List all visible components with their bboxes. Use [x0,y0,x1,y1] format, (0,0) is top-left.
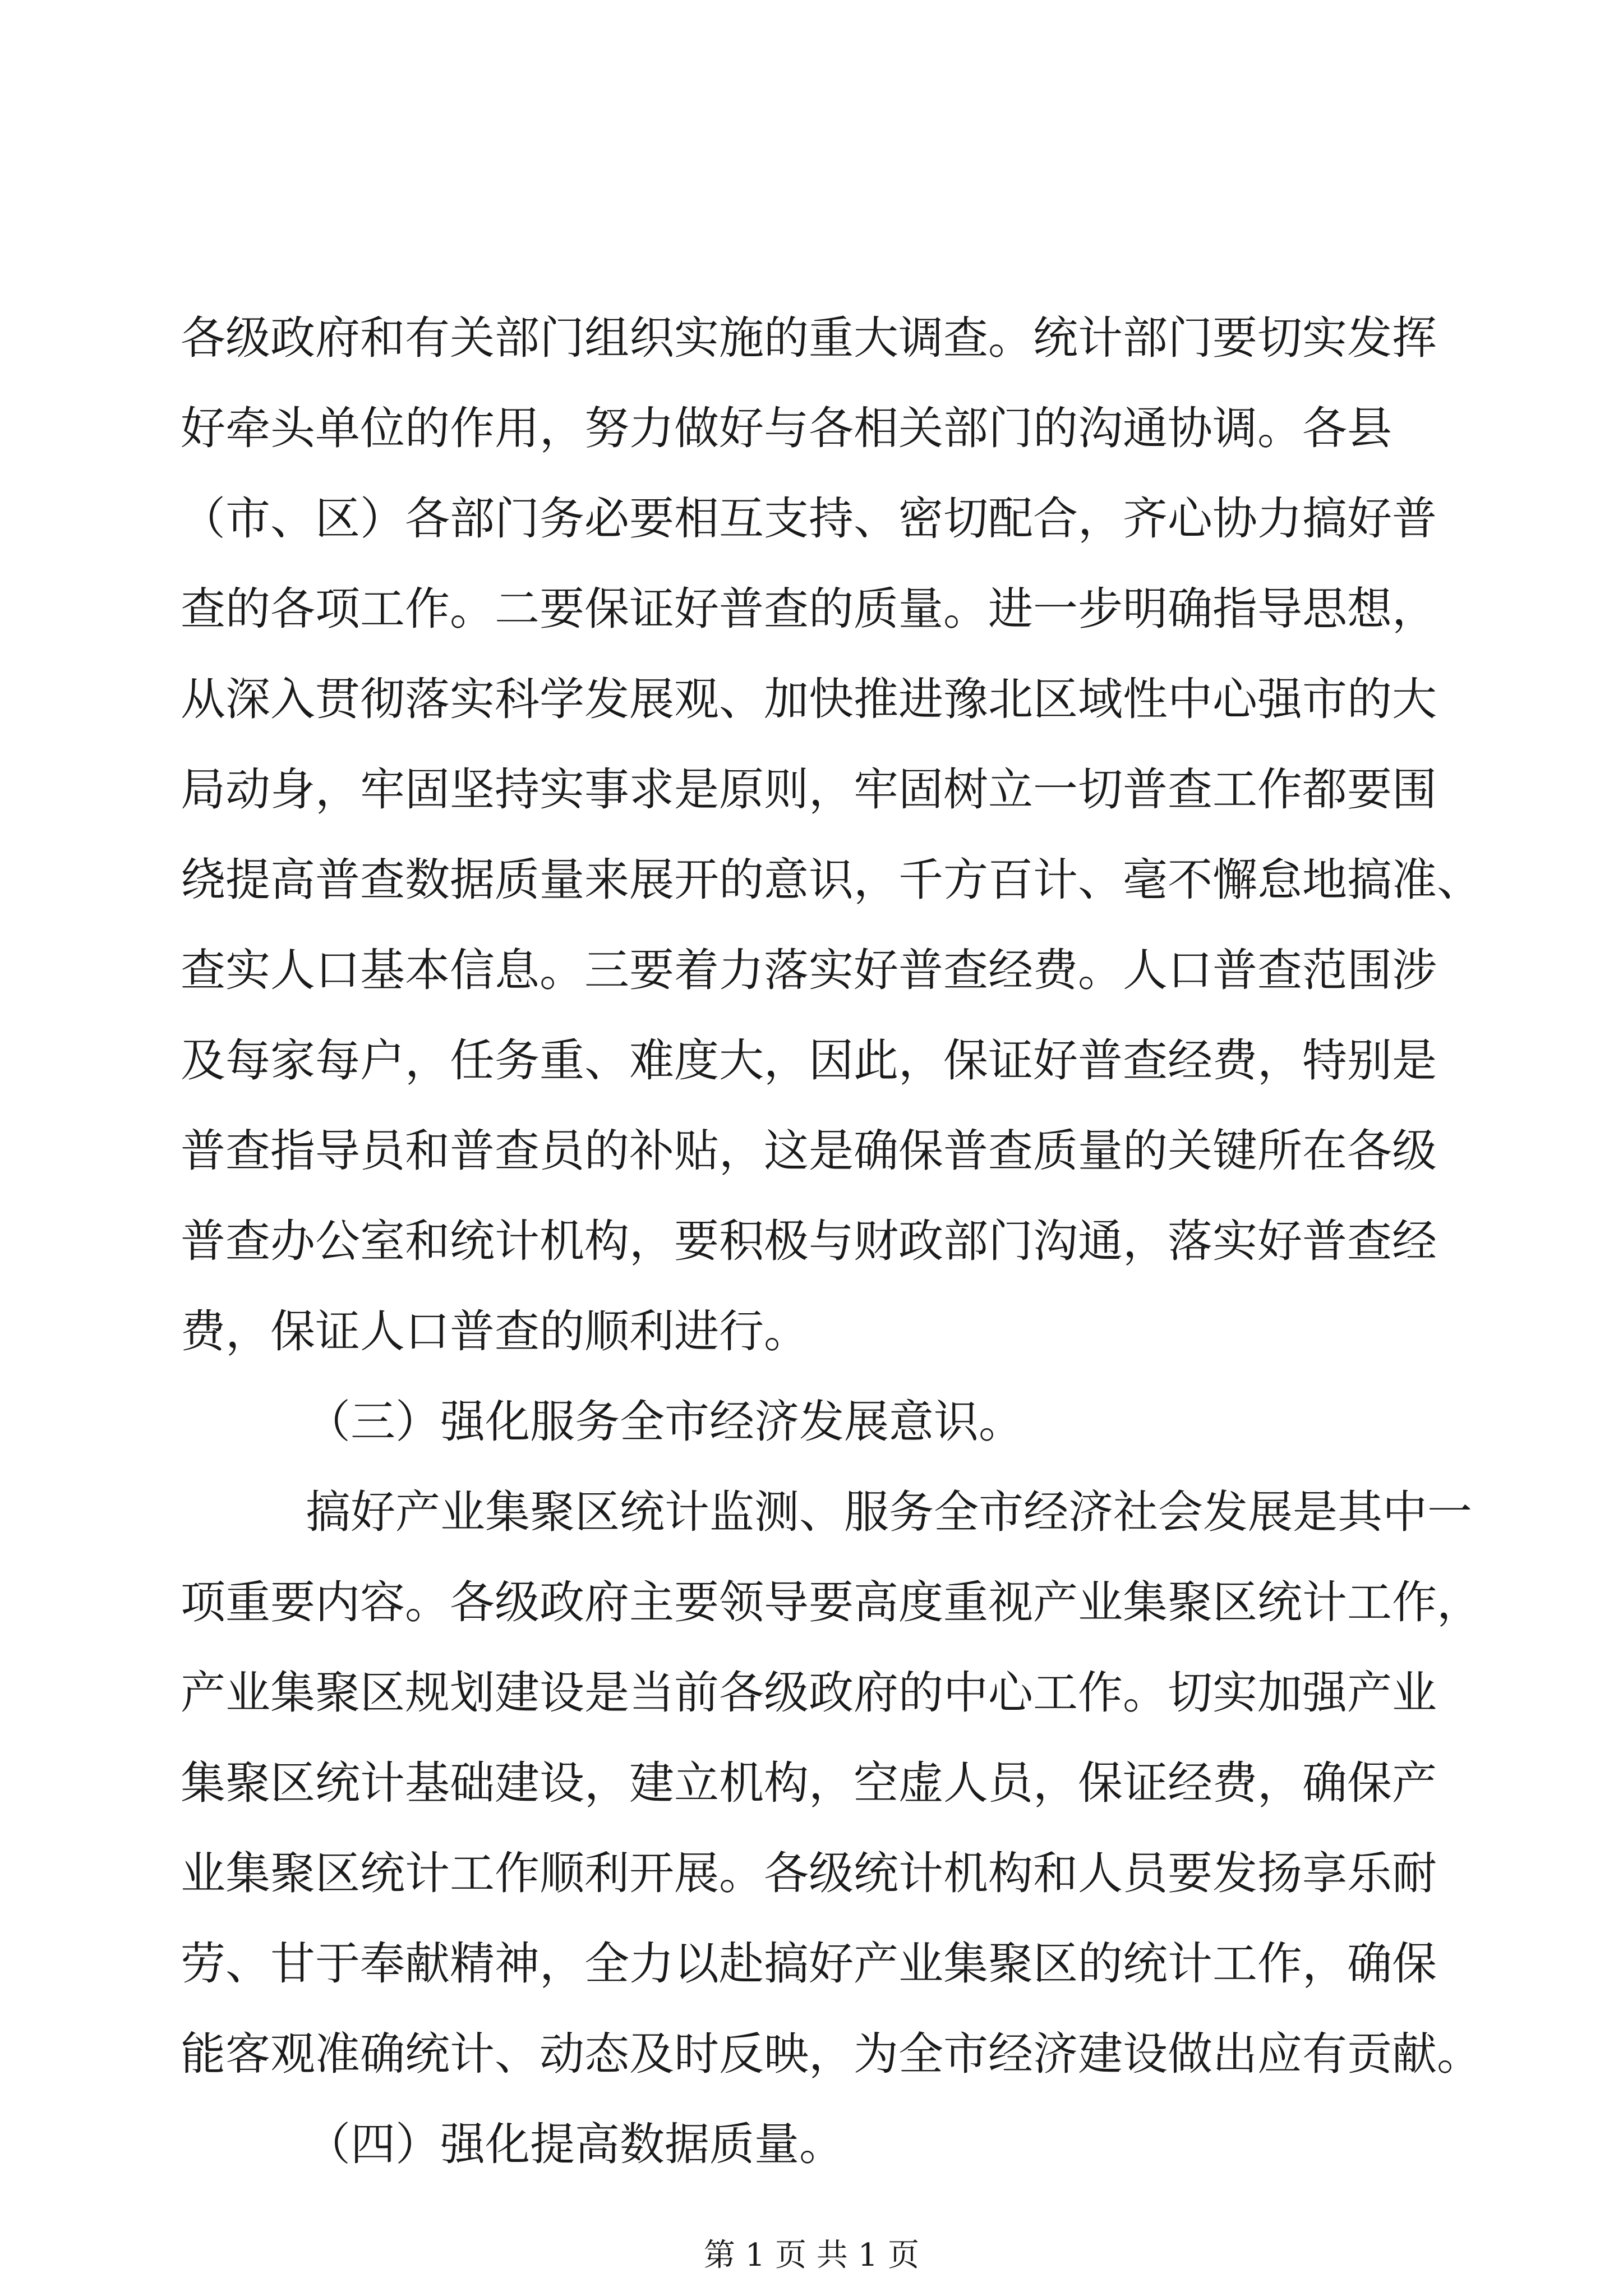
body-line: 普查指导员和普查员的补贴，这是确保普查质量的关键所在各级 [181,1125,1437,1177]
body-line: 产业集聚区规划建设是当前各级政府的中心工作。切实加强产业 [181,1667,1437,1719]
body-line: 从深入贯彻落实科学发展观、加快推进豫北区域性中心强市的大 [181,673,1437,725]
body-line: 局动身，牢固坚持实事求是原则，牢固树立一切普查工作都要围 [181,763,1437,816]
body-line: 普查办公室和统计机构，要积极与财政部门沟通，落实好普查经 [181,1215,1437,1267]
body-line: 绕提高普查数据质量来展开的意识，千方百计、毫不懈怠地搞准、 [181,854,1482,906]
body-line: 及每家每户，任务重、难度大，因此，保证好普查经费，特别是 [181,1034,1437,1087]
page-footer: 第 1 页 共 1 页 [703,2237,920,2274]
body-line: 搞好产业集聚区统计监测、服务全市经济社会发展是其中一 [306,1486,1472,1538]
body-line: 各级政府和有关部门组织实施的重大调查。统计部门要切实发挥 [181,312,1437,364]
body-line: 能客观准确统计、动态及时反映，为全市经济建设做出应有贡献。 [181,2028,1482,2080]
body-line: （市、区）各部门务必要相互支持、密切配合，齐心协力搞好普 [181,493,1437,545]
section-heading: （四）强化提高数据质量。 [306,2118,844,2170]
body-line: 项重要内容。各级政府主要领导要高度重视产业集聚区统计工作， [181,1576,1482,1628]
body-line: 业集聚区统计工作顺利开展。各级统计机构和人员要发扬享乐耐 [181,1847,1437,1899]
body-line: 劳、甘于奉献精神，全力以赴搞好产业集聚区的统计工作，确保 [181,1938,1437,1990]
body-line: 好牵头单位的作用，努力做好与各相关部门的沟通协调。各县 [181,402,1392,454]
body-line: 集聚区统计基础建设，建立机构，空虚人员，保证经费，确保产 [181,1757,1437,1809]
body-line: 查实人口基本信息。三要着力落实好普查经费。人口普查范围涉 [181,944,1437,996]
body-line: 查的各项工作。二要保证好普查的质量。进一步明确指导思想， [181,583,1437,635]
body-line: 费，保证人口普查的顺利进行。 [181,1305,809,1358]
section-heading: （三）强化服务全市经济发展意识。 [306,1396,1023,1448]
